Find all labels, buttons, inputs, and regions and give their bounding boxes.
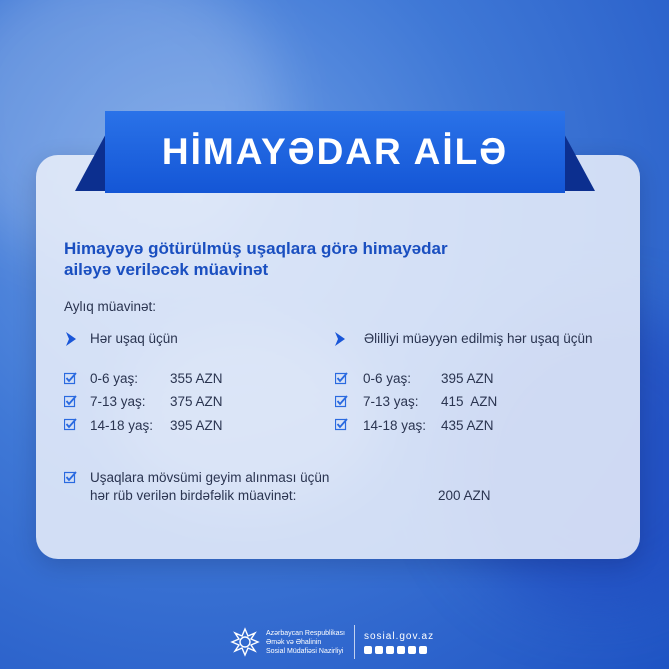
amount: 375 AZN	[170, 394, 223, 409]
linkedin-icon[interactable]	[419, 646, 427, 654]
checkbox-icon	[64, 395, 77, 408]
amount: 395 AZN	[170, 418, 223, 433]
ministry-line: Azərbaycan Respublikası	[266, 629, 345, 637]
subtitle-line: ailəyə veriləcək müavinət	[64, 260, 269, 279]
banner-ribbon	[105, 111, 565, 193]
amount: 355 AZN	[170, 371, 223, 386]
age-range: 0-6 yaş:	[363, 371, 412, 386]
checkbox-icon	[64, 418, 77, 431]
footer	[230, 622, 434, 662]
youtube-icon[interactable]	[408, 646, 416, 654]
checkbox-icon	[64, 372, 77, 385]
divider	[354, 625, 355, 659]
seasonal-text: Uşaqlara mövsümi geyim alınması üçün	[90, 470, 330, 485]
left-column-heading: Hər uşaq üçün	[90, 331, 178, 346]
seasonal-text: hər rüb verilən birdəfəlik müavinət:	[90, 488, 297, 503]
checkbox-icon	[335, 372, 348, 385]
checkbox-icon	[335, 418, 348, 431]
age-range: 7-13 yaş:	[363, 394, 419, 409]
ministry-line: Sosial Müdafiəsi Nazirliyi	[266, 647, 344, 655]
monthly-label: Aylıq müavinət:	[64, 299, 157, 314]
seasonal-amount: 200 AZN	[438, 488, 491, 503]
amount: 415 AZN	[441, 394, 498, 409]
age-range: 14-18 yaş:	[90, 418, 154, 433]
age-range: 7-13 yaş:	[90, 394, 146, 409]
instagram-icon[interactable]	[375, 646, 383, 654]
social-links	[364, 646, 434, 654]
chevron-right-icon	[333, 331, 347, 347]
checkbox-icon	[64, 471, 77, 484]
subtitle-line: Himayəyə götürülmüş uşaqlara görə himayədar	[64, 239, 448, 258]
twitter-icon[interactable]	[397, 646, 405, 654]
amount: 435 AZN	[441, 418, 494, 433]
right-column-heading: Əlilliyi müəyyən edilmiş hər uşaq üçün	[364, 331, 593, 346]
ministry-line: Əmək və Əhalinin	[266, 638, 322, 646]
ministry-emblem-icon	[230, 627, 260, 657]
subtitle	[64, 238, 544, 280]
amount: 395 AZN	[441, 371, 494, 386]
page-title: HİMAYƏDAR AİLƏ	[161, 131, 509, 172]
chevron-right-icon	[64, 331, 78, 347]
title-banner	[75, 111, 595, 193]
website-link[interactable]: sosial.gov.az	[364, 630, 435, 642]
age-range: 0-6 yaş:	[90, 371, 139, 386]
ministry-name	[266, 629, 345, 656]
age-range: 14-18 yaş:	[363, 418, 427, 433]
facebook-icon[interactable]	[364, 646, 372, 654]
checkbox-icon	[335, 395, 348, 408]
telegram-icon[interactable]	[386, 646, 394, 654]
